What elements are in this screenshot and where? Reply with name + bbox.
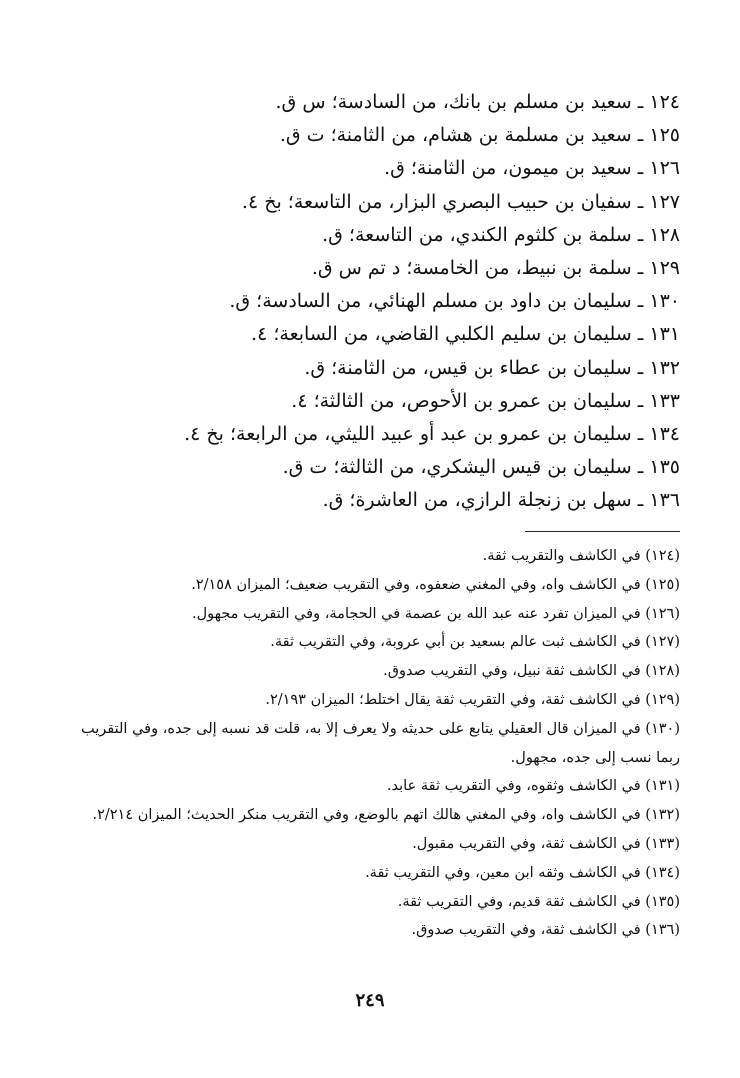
footnote: (١٢٨) في الكاشف ثقة نبيل، وفي التقريب صدوق. [383,663,680,680]
footnote: (١٢٤) في الكاشف والتقريب ثقة. [482,548,680,564]
list-item: ١٣٠ ـ سليمان بن داود بن مسلم الهنائي، من السادسة؛ ق. [229,290,680,313]
list-item: ١٢٦ ـ سعيد بن ميمون، من الثامنة؛ ق. [384,157,680,180]
footnote: (١٢٥) في الكاشف واه، وفي المغني ضعفوه، وفي التقريب ضعيف؛ الميزان ٢/١٥٨. [191,576,680,593]
footnote: (١٣٤) في الكاشف وثقه ابن معين، وفي التقريب ثقة. [365,864,680,881]
footnote: (١٣١) في الكاشف وثقوه، وفي التقريب ثقة عابد. [386,778,680,795]
list-item: ١٣٤ ـ سليمان بن عمرو بن عبد أو عبيد الليثي، من الرابعة؛ بخ ٤. [184,422,680,445]
list-item: ١٣٣ ـ سليمان بن عمرو بن الأحوص، من الثالثة؛ ٤. [291,389,680,412]
footnote: (١٢٩) في الكاشف ثقة، وفي التقريب ثقة يقال اختلط؛ الميزان ٢/١٩٣. [265,691,680,708]
footnote: (١٣٥) في الكاشف ثقة قديم، وفي التقريب ثقة. [397,893,680,910]
footnote: (١٣٠) في الميزان قال العقيلي يتابع على حديثه ولا يعرف إلا به، قلت قد نسبه إلى جده، وفي التقريب ربما نسب إلى جده، مجهول. [81,720,680,766]
footnote: (١٣٦) في الكاشف ثقة، وفي التقريب صدوق. [411,922,680,939]
list-item: ١٣٢ ـ سليمان بن عطاء بن قيس، من الثامنة؛ ق. [304,356,680,379]
list-item: ١٢٨ ـ سلمة بن كلثوم الكندي، من التاسعة؛ ق. [322,223,680,246]
footnote: (١٢٦) في الميزان تفرد عنه عبد الله بن عصمة في الحجامة، وفي التقريب مجهول. [192,605,680,622]
footnote: (١٢٧) في الكاشف ثبت عالم بسعيد بن أبي عروبة، وفي التقريب ثقة. [270,634,680,651]
narrator-list [120,86,680,517]
list-item: ١٣٦ ـ سهل بن زنجلة الرازي، من العاشرة؛ ق. [322,489,680,512]
list-item: ١٣١ ـ سليمان بن سليم الكلبي القاضي، من السابعة؛ ٤. [251,323,680,346]
list-item: ١٢٥ ـ سعيد بن مسلمة بن هشام، من الثامنة؛ ت ق. [279,124,680,147]
footnote-divider [525,531,680,532]
footnotes [60,542,680,945]
list-item: ١٢٤ ـ سعيد بن مسلم بن بانك، من السادسة؛ س ق. [275,91,680,113]
footnote: (١٣٣) في الكاشف ثقة، وفي التقريب مقبول. [412,835,680,852]
list-item: ١٣٥ ـ سليمان بن قيس اليشكري، من الثالثة؛ ت ق. [282,456,680,479]
page-number: ٢٤٩ [355,990,385,1011]
footnote: (١٣٢) في الكاشف واه، وفي المغني هالك اتهم بالوضع، وفي التقريب منكر الحديث؛ الميزان ٢/٢١٤. [92,807,680,824]
list-item: ١٢٧ ـ سفيان بن حبيب البصري البزار، من التاسعة؛ بخ ٤. [241,190,680,213]
list-item: ١٢٩ ـ سلمة بن نبيط، من الخامسة؛ د تم س ق. [311,256,680,279]
